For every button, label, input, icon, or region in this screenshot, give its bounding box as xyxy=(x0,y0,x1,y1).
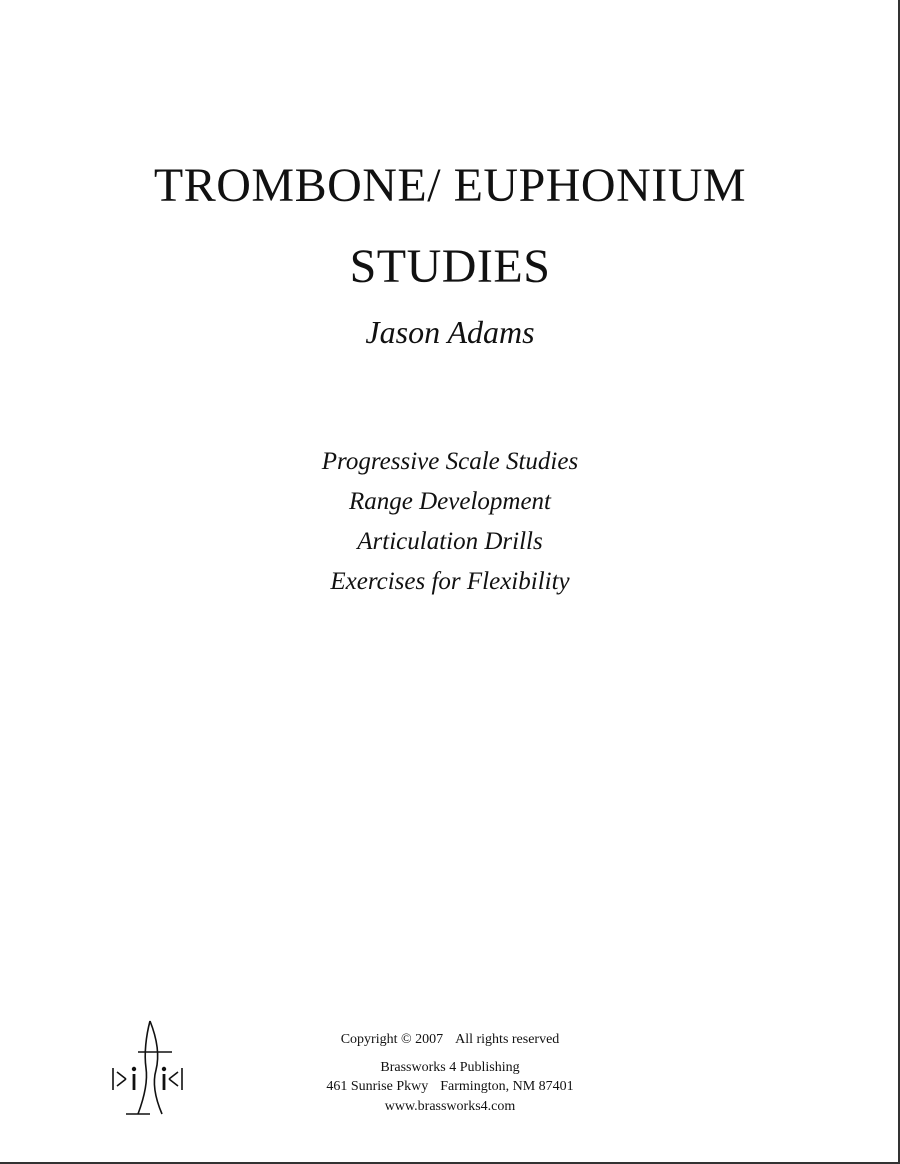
city-state-zip: Farmington, NM 87401 xyxy=(440,1079,574,1094)
title-line-2: STUDIES xyxy=(349,240,551,293)
contents-item: Exercises for Flexibility xyxy=(330,568,570,595)
publisher-website: www.brassworks4.com xyxy=(384,1099,516,1114)
contents-item: Articulation Drills xyxy=(357,528,543,555)
contents-item: Progressive Scale Studies xyxy=(321,448,579,475)
street-address: 461 Sunrise Pkwy xyxy=(326,1079,429,1094)
publisher-address xyxy=(0,1080,900,1094)
author-name: Jason Adams xyxy=(365,314,535,350)
contents-list xyxy=(0,446,900,606)
copyright-text: Copyright © 2007 xyxy=(340,1032,444,1047)
publisher-name: Brassworks 4 Publishing xyxy=(380,1060,520,1075)
title-line-1: TROMBONE/ EUPHONIUM xyxy=(153,159,747,212)
copyright-line xyxy=(0,1033,900,1047)
contents-item: Range Development xyxy=(348,488,551,515)
rights-text: All rights reserved xyxy=(455,1032,560,1047)
